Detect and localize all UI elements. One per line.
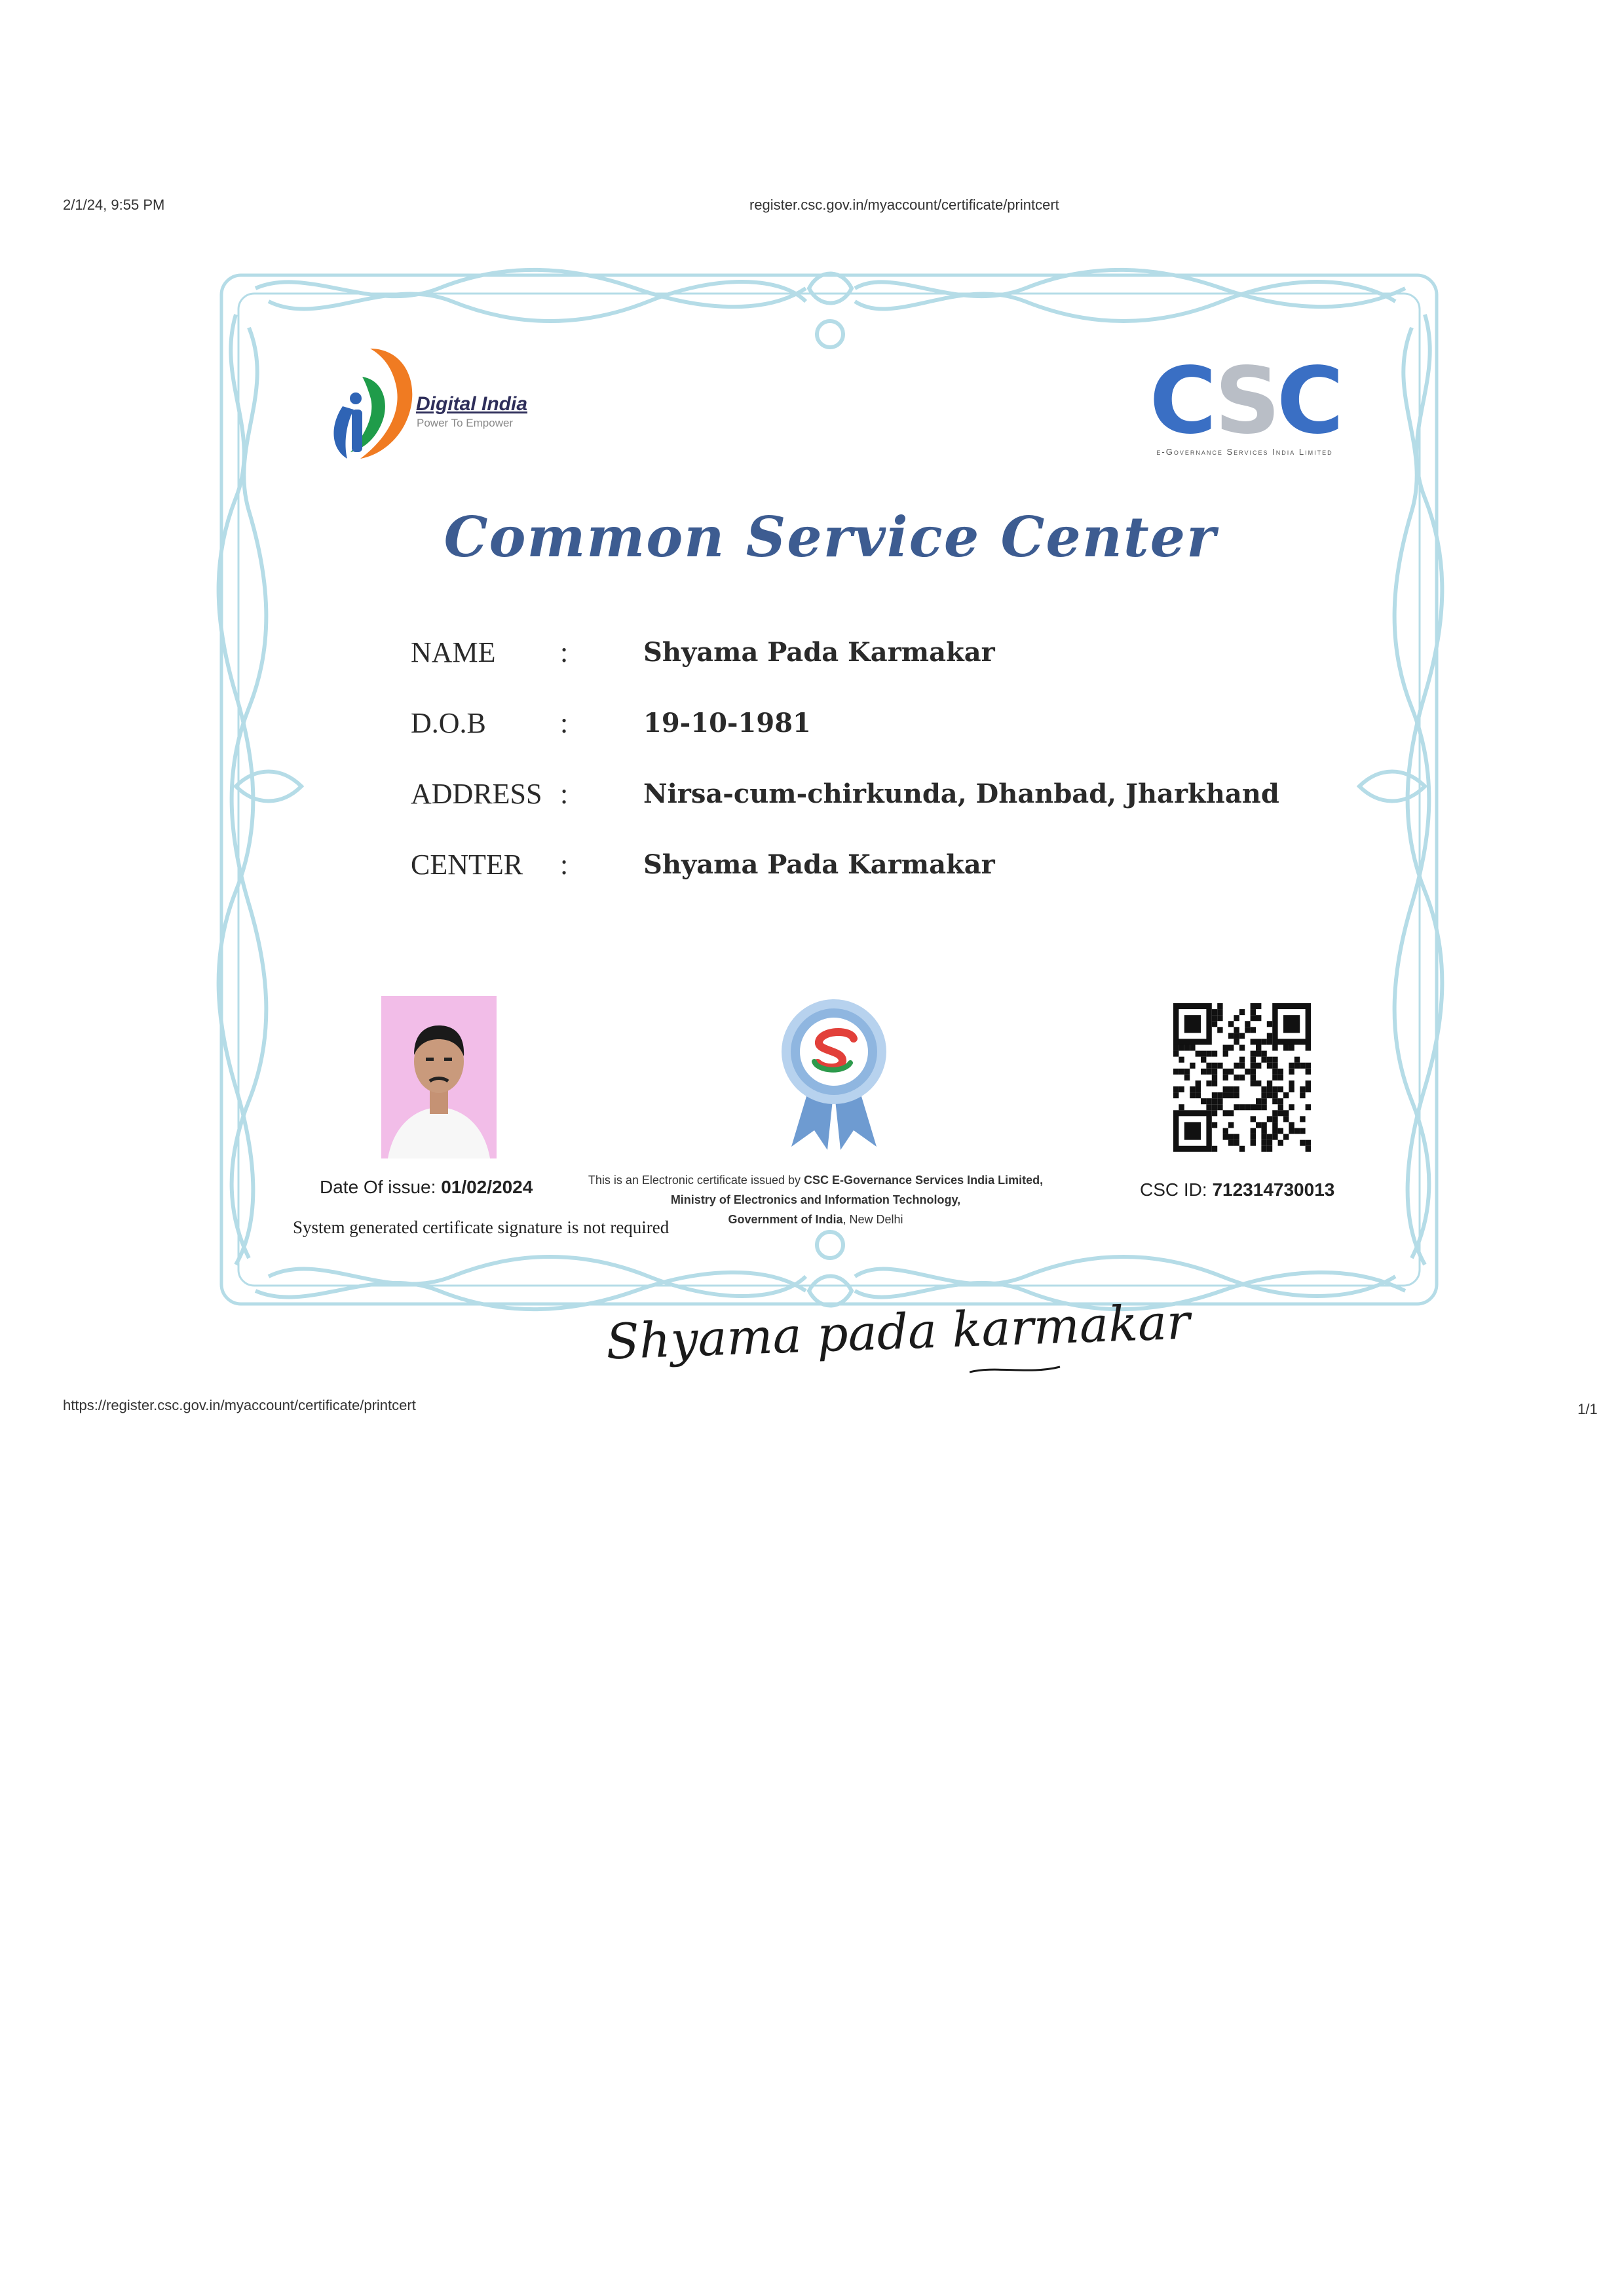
note-line-3a: Government of India	[728, 1213, 843, 1226]
field-value: Nirsa-cum-chirkunda, Dhanbad, Jharkhand	[643, 778, 1279, 809]
date-of-issue-value: 01/02/2024	[441, 1177, 533, 1197]
csc-id-label: CSC ID:	[1140, 1179, 1207, 1200]
csc-id-value: 712314730013	[1212, 1179, 1335, 1200]
field-label: D.O.B	[411, 707, 486, 739]
field-label: NAME	[411, 636, 496, 668]
field-label: CENTER	[411, 849, 523, 881]
person-icon	[381, 996, 497, 1158]
csc-logo	[1114, 354, 1376, 465]
handwritten-signature: Shyama pada karmakar	[605, 1293, 1191, 1371]
digital-india-tagline: Power To Empower	[417, 417, 514, 429]
qr-code-icon	[1173, 1003, 1312, 1153]
applicant-photo	[381, 996, 497, 1158]
note-line-1	[557, 1170, 1074, 1190]
note-line-3b: , New Delhi	[842, 1213, 903, 1226]
digital-india-title: Digital India	[416, 393, 528, 415]
note-line-2	[557, 1190, 1074, 1210]
note-line-2-text: Ministry of Electronics and Information Technology,	[670, 1193, 961, 1206]
certificate-title: Common Service Center	[444, 505, 1217, 569]
electronic-certificate-note	[557, 1170, 1074, 1229]
csc-logo-mark	[1114, 354, 1376, 439]
field-colon: :	[560, 849, 569, 881]
field-label: ADDRESS	[411, 778, 542, 810]
print-footer-url: https://register.csc.gov.in/myaccount/certificate/printcert	[63, 1397, 416, 1413]
csc-logo-subtitle: e-Governance Services India Limited	[1156, 447, 1333, 457]
date-of-issue-label: Date Of issue:	[320, 1177, 436, 1197]
signature-underline	[970, 1363, 1061, 1376]
field-value: 19-10-1981	[643, 708, 811, 738]
digital-india-logo	[324, 341, 580, 465]
print-page-count: 1/1	[1577, 1401, 1598, 1417]
digital-india-emblem-icon	[324, 341, 423, 465]
csc-logo-letters: CSC	[1149, 354, 1340, 439]
print-datetime: 2/1/24, 9:55 PM	[63, 197, 165, 213]
signature-note: System generated certificate signature is not required	[293, 1217, 670, 1237]
certificate-medal-icon	[778, 996, 890, 1153]
date-of-issue	[320, 1177, 533, 1198]
csc-id	[1140, 1179, 1334, 1200]
ribbon-badge-icon	[778, 996, 890, 1153]
print-page-url: register.csc.gov.in/myaccount/certificate/printcert	[749, 197, 1059, 213]
qr-code	[1173, 1003, 1312, 1153]
note-line-3	[557, 1210, 1074, 1229]
field-value: Shyama Pada Karmakar	[643, 849, 995, 880]
field-colon: :	[560, 778, 569, 810]
field-colon: :	[560, 636, 569, 668]
certificate	[216, 262, 1445, 1317]
field-value: Shyama Pada Karmakar	[643, 637, 995, 668]
note-line-1b: CSC E-Governance Services India Limited,	[804, 1174, 1044, 1187]
field-colon: :	[560, 707, 569, 739]
note-line-1a: This is an Electronic certificate issued by	[588, 1174, 804, 1187]
